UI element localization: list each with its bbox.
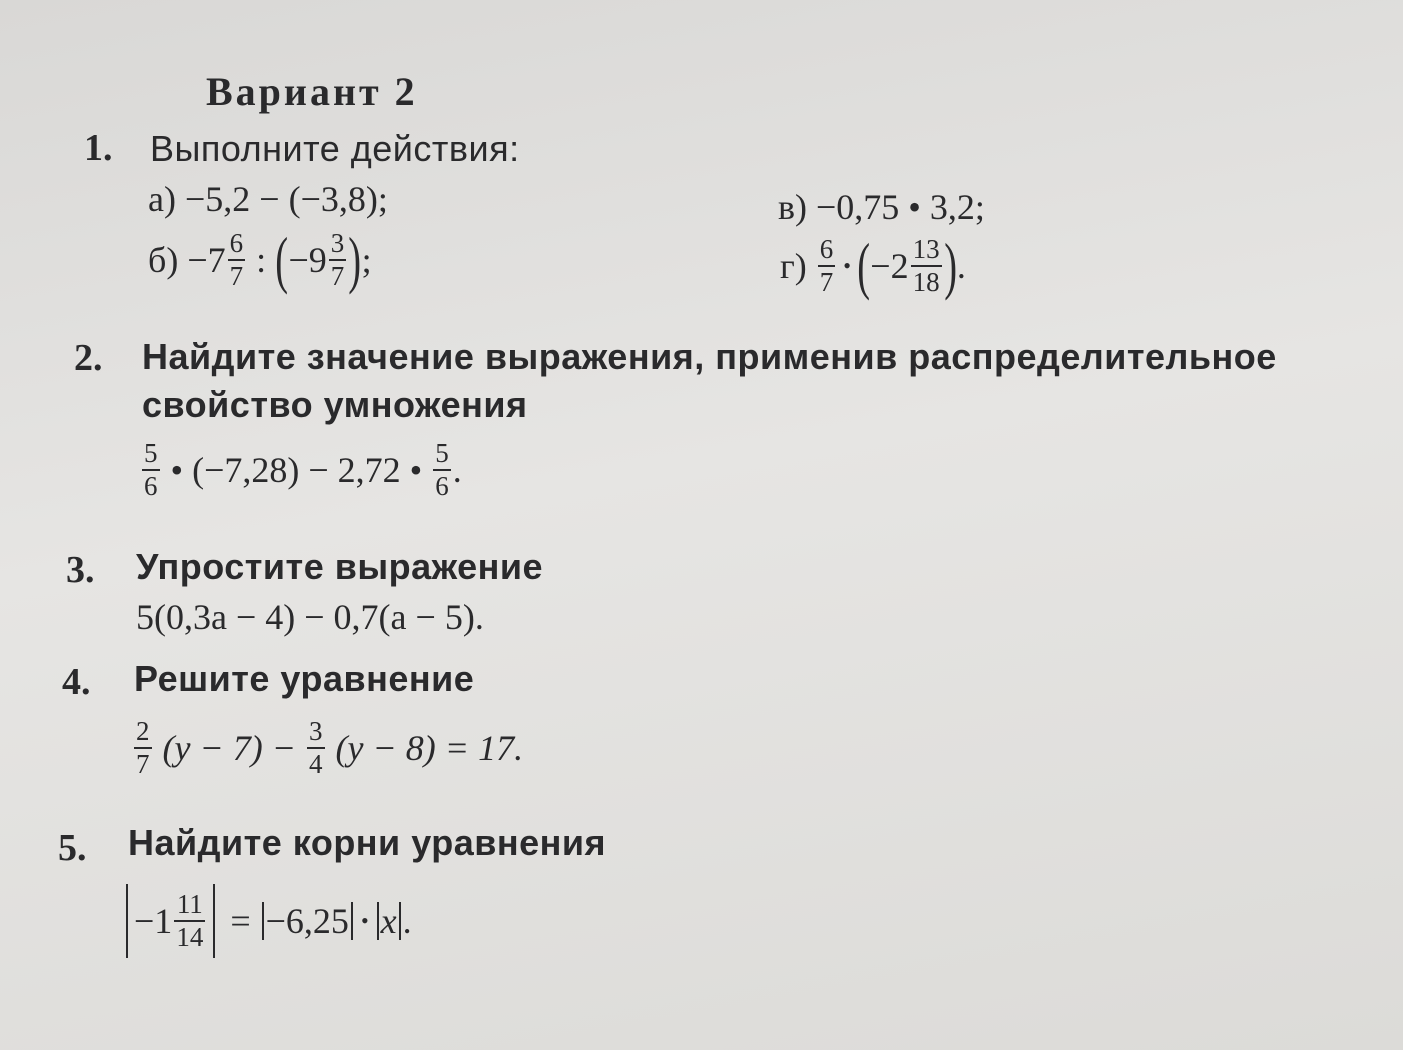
abs-bar-right: [213, 884, 215, 958]
fraction-numerator: 5: [144, 438, 158, 468]
task4-equation: [132, 718, 523, 778]
fraction-numerator: 11: [176, 889, 203, 919]
fraction-denominator: 4: [309, 749, 323, 779]
fraction-denominator: 6: [435, 471, 449, 501]
task4-part2: (y − 8) = 17.: [335, 728, 524, 768]
task5-abs-value: −6,25: [265, 901, 349, 941]
period: .: [956, 246, 966, 286]
task1-number: 1.: [84, 127, 113, 169]
task5-variable: x: [380, 901, 397, 941]
left-paren: (: [857, 230, 871, 301]
period: .: [402, 901, 412, 941]
item-b-fraction-2: [329, 230, 347, 290]
abs-bar-right-2: [351, 902, 353, 940]
multiply-dot: •: [843, 253, 851, 278]
item-b-fraction-1: [228, 230, 246, 290]
fraction-denominator: 7: [136, 749, 150, 779]
task1-item-b: [148, 224, 372, 295]
fraction-denominator: 14: [176, 922, 204, 952]
task2-number: 2.: [74, 337, 103, 379]
task5-fraction: [174, 891, 205, 951]
fraction-numerator: 5: [435, 438, 449, 468]
item-b-whole-2: −9: [288, 240, 327, 280]
task1-item-v: [778, 186, 985, 228]
abs-bar-left-3: [377, 902, 379, 940]
task1-item-g: [780, 230, 966, 301]
multiply-dot: •: [360, 908, 369, 933]
task4-number: 4.: [62, 661, 91, 703]
task2-fraction-2: [433, 440, 451, 500]
item-g-whole: −2: [870, 246, 909, 286]
item-g-fraction-1: [818, 236, 836, 296]
semicolon: ;: [361, 240, 372, 280]
task1-text: Выполните действия:: [150, 128, 520, 169]
task3-text: Упростите выражение: [136, 546, 544, 587]
task2-expression: [140, 440, 462, 500]
period: .: [452, 450, 462, 490]
abs-bar-left-2: [262, 902, 264, 940]
fraction-denominator: 7: [229, 261, 244, 291]
item-g-fraction-2: [911, 236, 942, 296]
task2-fraction-1: [142, 440, 160, 500]
equals-sign: =: [230, 901, 251, 941]
left-paren: (: [275, 224, 289, 295]
fraction-denominator: 18: [912, 267, 940, 297]
fraction-denominator: 6: [144, 471, 158, 501]
item-b-label: б): [148, 240, 179, 280]
task2-middle: • (−7,28) − 2,72 •: [170, 450, 423, 490]
right-paren: ): [943, 230, 957, 301]
right-paren: ): [348, 224, 362, 295]
task2-text-line1: Найдите значение выражения, применив распределительное: [142, 336, 1277, 377]
variant-title: Вариант 2: [206, 69, 418, 114]
fraction-numerator: 3: [330, 228, 345, 258]
abs-bar-right-3: [399, 902, 401, 940]
task5-number: 5.: [58, 827, 87, 869]
item-v-label: в): [778, 187, 807, 227]
fraction-numerator: 6: [229, 228, 244, 258]
task4-part1: (y − 7) −: [162, 728, 297, 768]
item-b-whole-1: −7: [187, 240, 226, 280]
fraction-denominator: 7: [819, 267, 834, 297]
task1-item-a: [148, 178, 388, 220]
colon-sign: :: [256, 240, 267, 280]
task4-fraction-2: [307, 718, 325, 778]
item-a-expression: −5,2 − (−3,8);: [184, 179, 388, 219]
fraction-numerator: 13: [912, 234, 940, 264]
task5-text: Найдите корни уравнения: [128, 822, 607, 863]
task4-text: Решите уравнение: [134, 658, 475, 699]
fraction-numerator: 2: [136, 716, 150, 746]
fraction-numerator: 6: [819, 234, 834, 264]
fraction-numerator: 3: [309, 716, 323, 746]
task5-equation: [120, 884, 412, 958]
item-g-label: г): [780, 246, 807, 286]
fraction-denominator: 7: [330, 261, 345, 291]
task3-expression: 5(0,3a − 4) − 0,7(a − 5).: [136, 597, 484, 637]
task4-fraction-1: [134, 718, 152, 778]
task5-whole: −1: [134, 901, 173, 941]
item-v-expression: −0,75 • 3,2;: [816, 187, 985, 227]
item-a-label: а): [148, 179, 176, 219]
task3-number: 3.: [66, 549, 95, 591]
task2-text-line2: свойство умножения: [142, 384, 528, 425]
abs-bar-left: [126, 884, 128, 958]
